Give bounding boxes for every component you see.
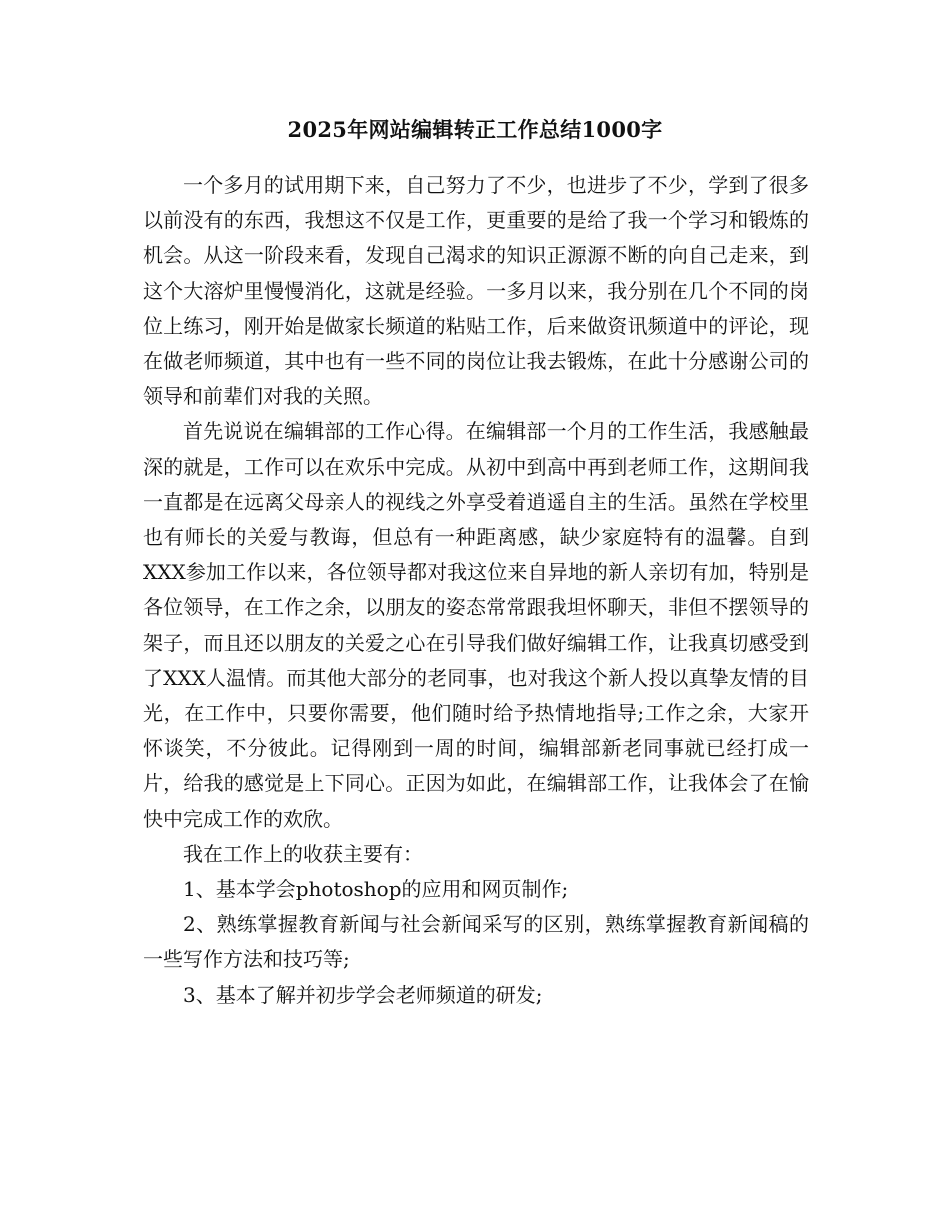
list-item-gain-1: 1、基本学会photoshop的应用和网页制作; <box>183 877 569 902</box>
document-title: 2025年网站编辑转正工作总结1000字 <box>287 117 663 142</box>
paragraph-intro: 一个多月的试用期下来，自己努力了不少，也进步了不少，学到了很多以前没有的东西，我想这不仅是工作，更重要的是给了我一个学习和锻炼的机会。从这一阶段来看，发现自己渴求的知识正源源不断的向自己走来，到这个大溶炉里慢慢消化，这就是经验。一多月以来，我分别在几个不同的岗位上练习，刚开始是做家长频道的粘贴工作，后来做资讯频道中的评论，现在做老师频道，其中也有一些不同的岗位让我去锻炼，在此十分感谢公司的领导和前辈们对我的关照。 <box>143 173 809 409</box>
paragraph-gains-heading: 我在工作上的收获主要有： <box>183 841 423 866</box>
list-item-gain-2: 2、熟练掌握教育新闻与社会新闻采写的区别，熟练掌握教育新闻稿的一些写作方法和技巧等; <box>143 912 809 972</box>
paragraph-editorial-experience: 首先说说在编辑部的工作心得。在编辑部一个月的工作生活，我感触最深的就是，工作可以在欢乐中完成。从初中到高中再到老师工作，这期间我一直都是在远离父母亲人的视线之外享受着逍遥自主的生活。虽然在学校里也有师长的关爱与教诲，但总有一种距离感，缺少家庭特有的温馨。自到XXX参加工作以来，各位领导都对我这位来自异地的新人亲切有加，特别是各位领导，在工作之余，以朋友的姿态常常跟我坦怀聊天，非但不摆领导的架子，而且还以朋友的关爱之心在引导我们做好编辑工作，让我真切感受到了XXX人温情。而其他大部分的老同事，也对我这个新人投以真挚友情的目光，在工作中，只要你需要，他们随时给予热情地指导;工作之余，大家开怀谈笑，不分彼此。记得刚到一周的时间，编辑部新老同事就已经打成一片，给我的感觉是上下同心。正因为如此，在编辑部工作，让我体会了在愉快中完成工作的欢欣。 <box>143 419 809 831</box>
document-body <box>143 168 809 1013</box>
list-item-gain-3: 3、基本了解并初步学会老师频道的研发; <box>183 982 543 1007</box>
